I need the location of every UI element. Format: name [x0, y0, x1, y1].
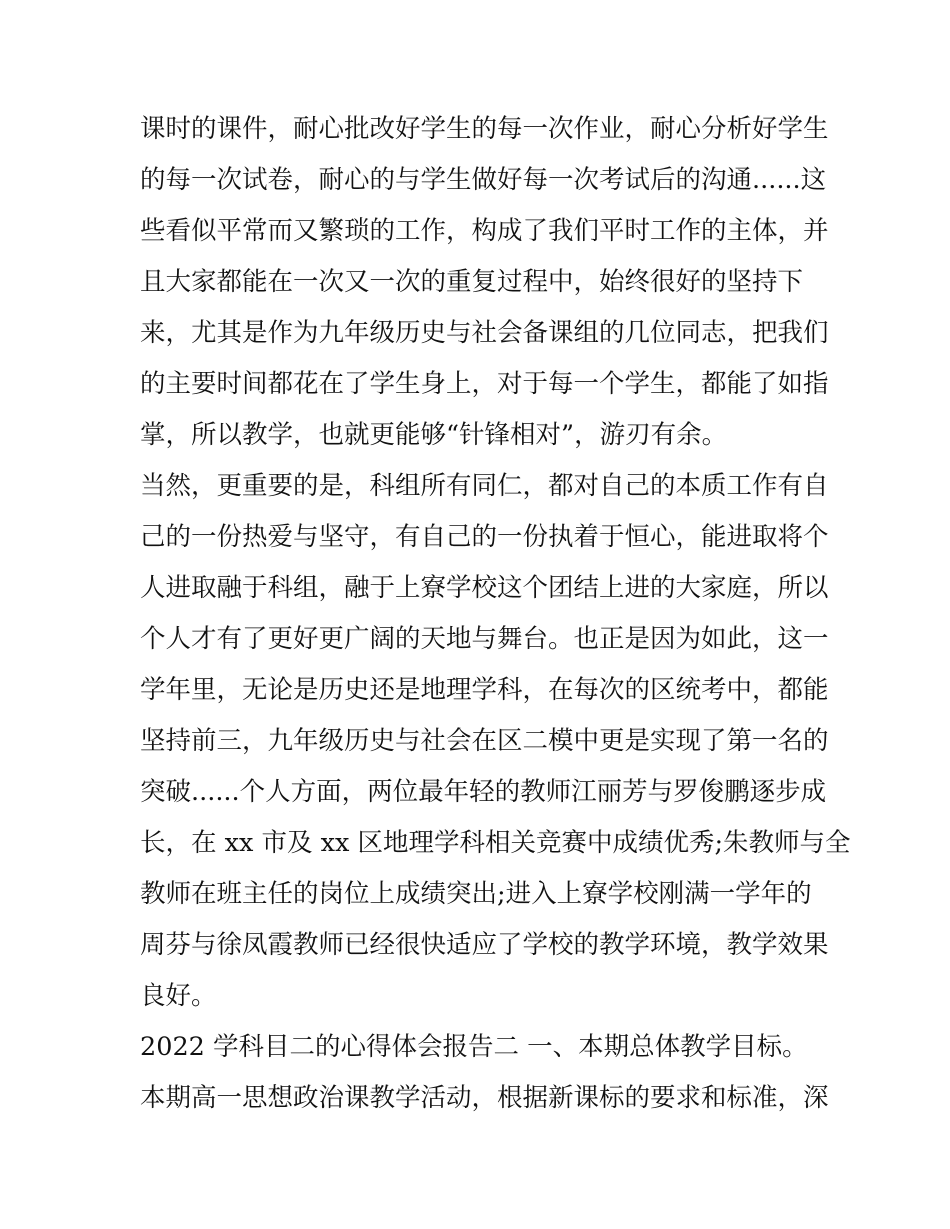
text-line: 的主要时间都花在了学生身上，对于每一个学生，都能了如指 [140, 369, 829, 399]
text-line: 坚持前三，九年级历史与社会在区二模中更是实现了第一名的 [140, 726, 829, 756]
text-line: 来，尤其是作为九年级历史与社会备课组的几位同志，把我们 [140, 318, 829, 348]
text-line: 本期高一思想政治课教学活动，根据新课标的要求和标准，深 [140, 1083, 829, 1113]
text-line: 良好。 [140, 981, 217, 1011]
text-line: 个人才有了更好更广阔的天地与舞台。也正是因为如此，这一 [140, 624, 829, 654]
text-line: 周芬与徐凤霞教师已经很快适应了学校的教学环境，教学效果 [140, 930, 829, 960]
text-line: 学年里，无论是历史还是地理学科，在每次的区统考中，都能 [140, 675, 829, 705]
text-line: 人进取融于科组，融于上寮学校这个团结上进的大家庭，所以 [140, 573, 829, 603]
section-heading: 2022 学科目二的心得体会报告二 一、本期总体教学目标。 [140, 1032, 808, 1062]
text-line: 教师在班主任的岗位上成绩突出;进入上寮学校刚满一学年的 [140, 879, 812, 909]
text-line: 掌，所以教学，也就更能够“针锋相对”，游刃有余。 [140, 420, 728, 450]
text-line: 且大家都能在一次又一次的重复过程中，始终很好的坚持下 [140, 267, 804, 297]
text-line: 突破......个人方面，两位最年轻的教师江丽芳与罗俊鹏逐步成 [140, 777, 827, 807]
text-line: 课时的课件，耐心批改好学生的每一次作业，耐心分析好学生 [140, 114, 829, 144]
text-line: 长，在 xx 市及 xx 区地理学科相关竞赛中成绩优秀;朱教师与全 [140, 828, 851, 858]
text-line: 的每一次试卷，耐心的与学生做好每一次考试后的沟通......这 [140, 165, 827, 195]
text-line: 当然，更重要的是，科组所有同仁，都对自己的本质工作有自 [140, 471, 829, 501]
text-line: 己的一份热爱与坚守，有自己的一份执着于恒心，能进取将个 [140, 522, 829, 552]
document-body [140, 104, 851, 1124]
text-line: 些看似平常而又繁琐的工作，构成了我们平时工作的主体，并 [140, 216, 829, 246]
